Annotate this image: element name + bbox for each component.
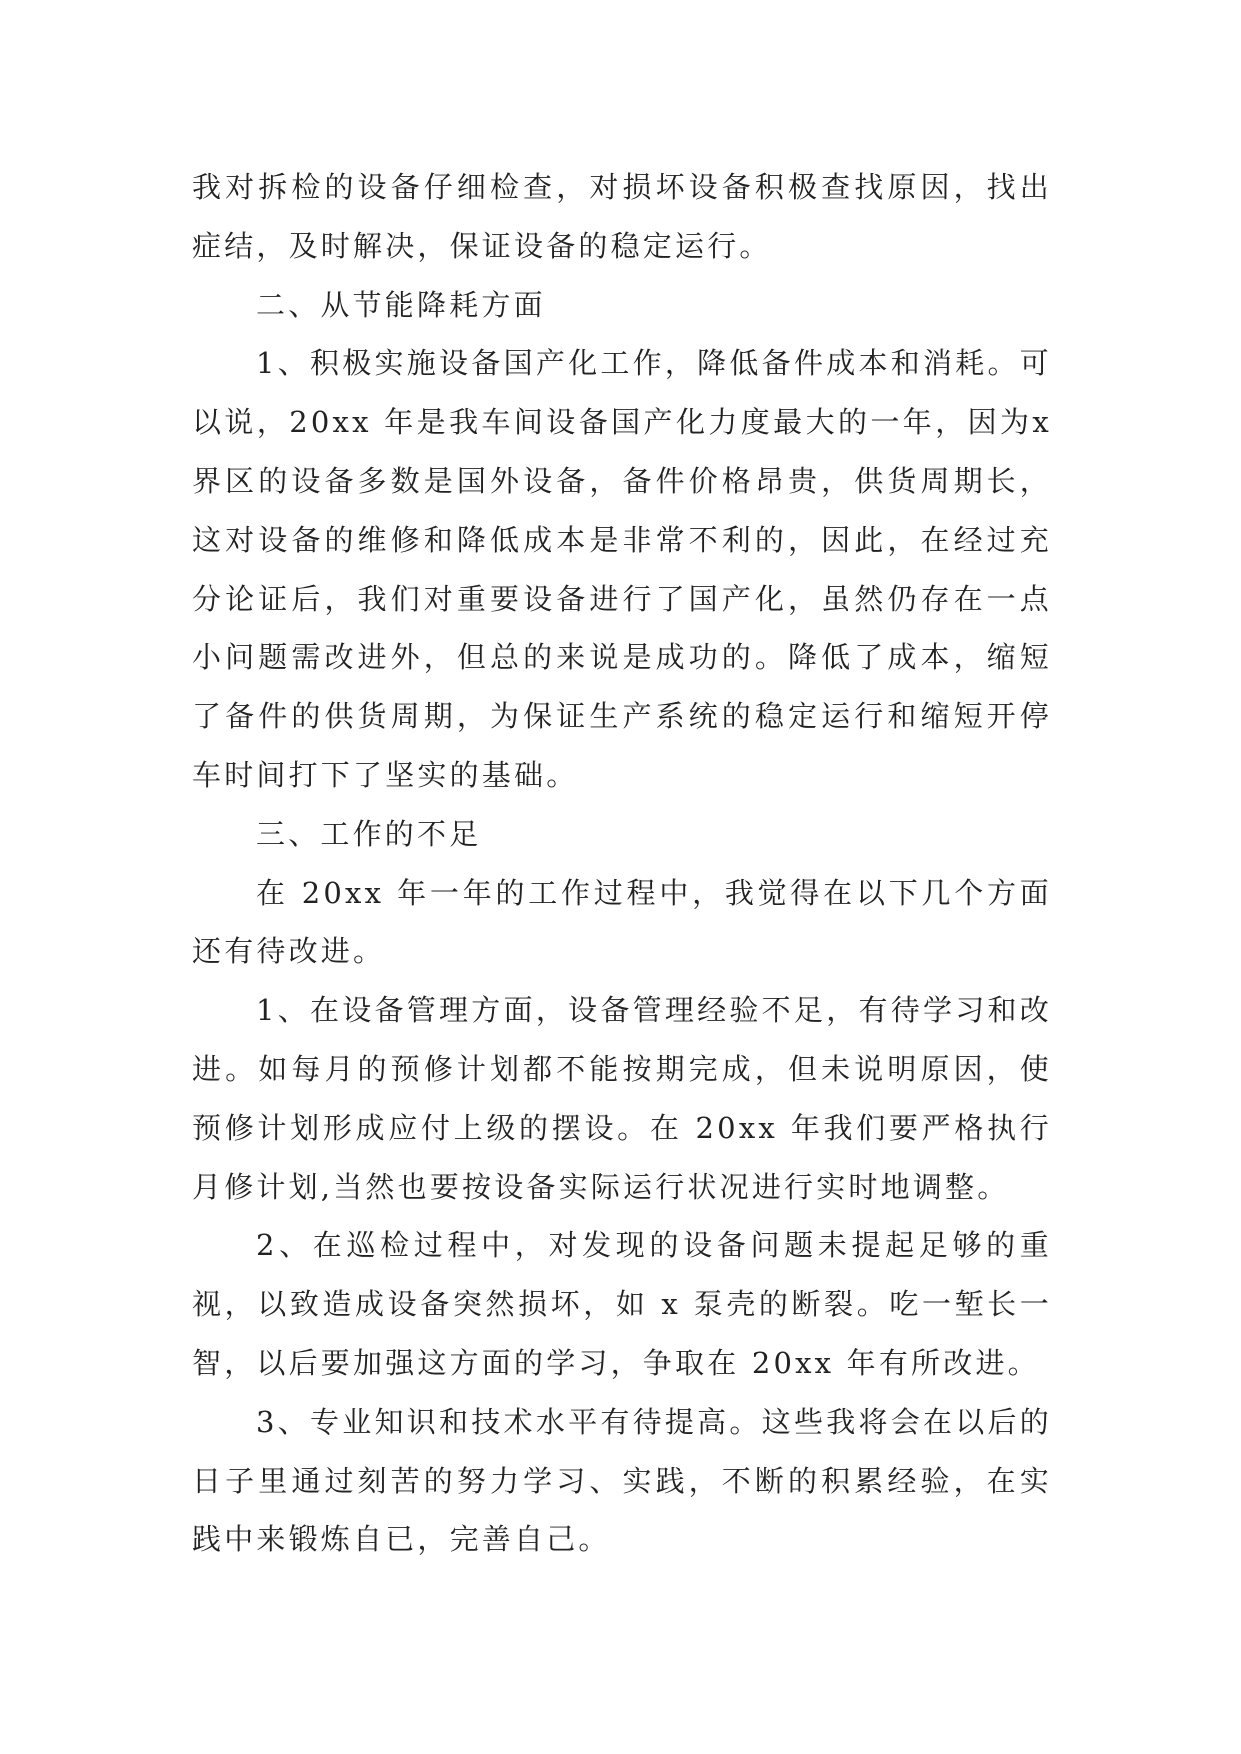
paragraph-localization: 1、积极实施设备国产化工作，降低备件成本和消耗。可以说，20xx 年是我车间设备国产化力度最大的一年，因为x 界区的设备多数是国外设备，备件价格昂贵，供货周期长，这对设备的维修和降低成本是非常不利的，因此，在经过充分论证后，我们对重要设备进行了国产化，虽然仍存在一点小问题需改进外，但总的来说是成功的。降低了成本，缩短了备件的供货周期，为保证生产系统的稳定运行和缩短开停车时间打下了坚实的基础。	[192, 346, 1052, 792]
paragraph-professional-knowledge: 3、专业知识和技术水平有待提高。这些我将会在以后的日子里通过刻苦的努力学习、实践，不断的积累经验，在实践中来锻炼自已，完善自己。	[192, 1404, 1052, 1557]
section-heading-shortcomings: 三、工作的不足	[256, 816, 482, 851]
section-heading-energy-saving: 二、从节能降耗方面	[256, 287, 546, 322]
paragraph-continuation: 我对拆检的设备仔细检查，对损坏设备积极查找原因，找出症结，及时解决，保证设备的稳定运行。	[192, 170, 1052, 263]
paragraph-shortcomings-intro: 在 20xx 年一年的工作过程中，我觉得在以下几个方面还有待改进。	[192, 875, 1052, 969]
paragraph-inspection: 2、在巡检过程中，对发现的设备问题未提起足够的重视，以致造成设备突然损坏，如 x 泵壳的断裂。吃一堑长一智，以后要加强这方面的学习，争取在 20xx 年有所改进。	[192, 1228, 1052, 1380]
paragraph-equipment-management: 1、在设备管理方面，设备管理经验不足，有待学习和改进。如每月的预修计划都不能按期完成，但未说明原因，使预修计划形成应付上级的摆设。在 20xx 年我们要严格执行月修计划,当然也要按设备实际运行状况进行实时地调整。	[192, 993, 1052, 1204]
document-body	[192, 158, 1052, 1569]
